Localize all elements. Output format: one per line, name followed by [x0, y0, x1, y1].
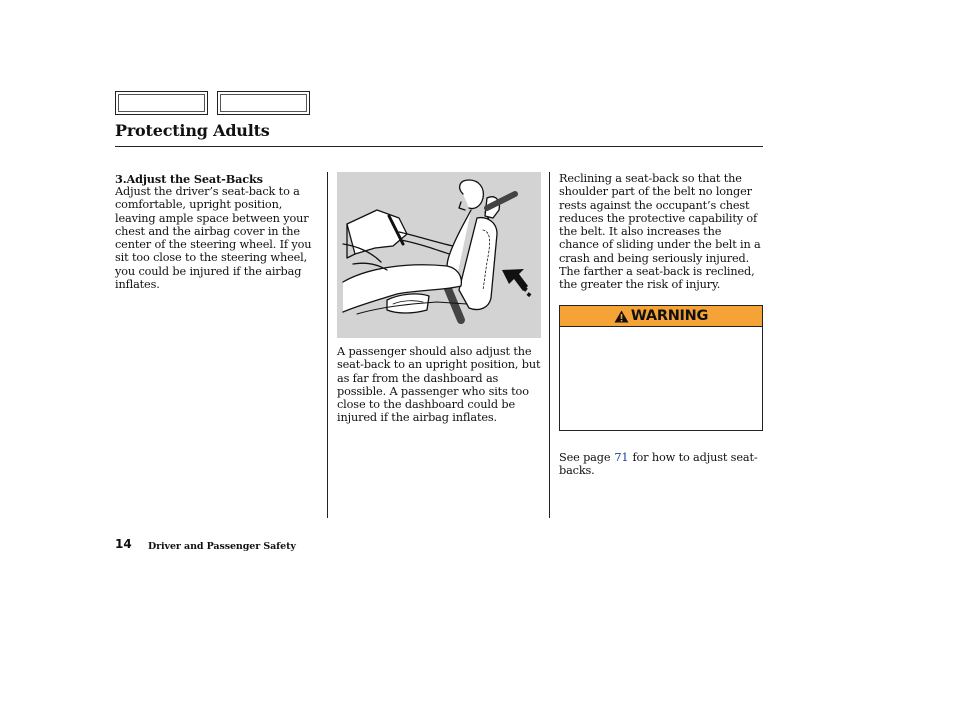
page-71-link[interactable]: 71	[614, 451, 629, 464]
column3-body: Reclining a seat-back so that the shoulder part of the belt no longer rests against the occupant’s chest reduces the protective capability of the belt. It also increases the chance of sliding under the belt in a crash and being seriously injured. The farther a seat-back is reclined, the greater the risk of injury.	[559, 172, 761, 292]
warning-box	[559, 305, 763, 431]
column2-body: A passenger should also adjust the seat-back to an upright position, but as far from the dashboard as possible. A passenger who sits too close to the dashboard could be injured if the airbag inflates.	[337, 345, 541, 425]
title-divider	[115, 146, 763, 147]
warning-label: WARNING	[630, 308, 709, 324]
section-title: Protecting Adults	[115, 121, 270, 140]
warning-header	[560, 306, 762, 327]
nav-button-frame	[118, 94, 205, 112]
footer-chapter-label: Driver and Passenger Safety	[148, 541, 296, 552]
see-page-suffix: for how to adjust seat-backs.	[559, 451, 758, 478]
nav-button-previous[interactable]	[115, 91, 208, 115]
nav-button-next[interactable]	[217, 91, 310, 115]
page-number: 14	[115, 537, 132, 551]
warning-triangle-icon	[614, 310, 629, 323]
see-page-prefix: See page	[559, 451, 611, 464]
seat-back-illustration	[337, 172, 541, 338]
see-page-reference	[559, 451, 764, 478]
driver-seat-drawing	[337, 172, 541, 338]
column-divider	[549, 172, 550, 518]
subheading-adjust-seat-backs: 3.Adjust the Seat-Backs	[115, 172, 263, 186]
nav-button-frame	[220, 94, 307, 112]
column-divider	[327, 172, 328, 518]
column1-body: Adjust the driver’s seat-back to a comfortable, upright position, leaving ample space between your chest and the airbag cover in the center of the steering wheel. If you sit too close to the steering wheel, you could be injured if the airbag inflates.	[115, 185, 312, 292]
